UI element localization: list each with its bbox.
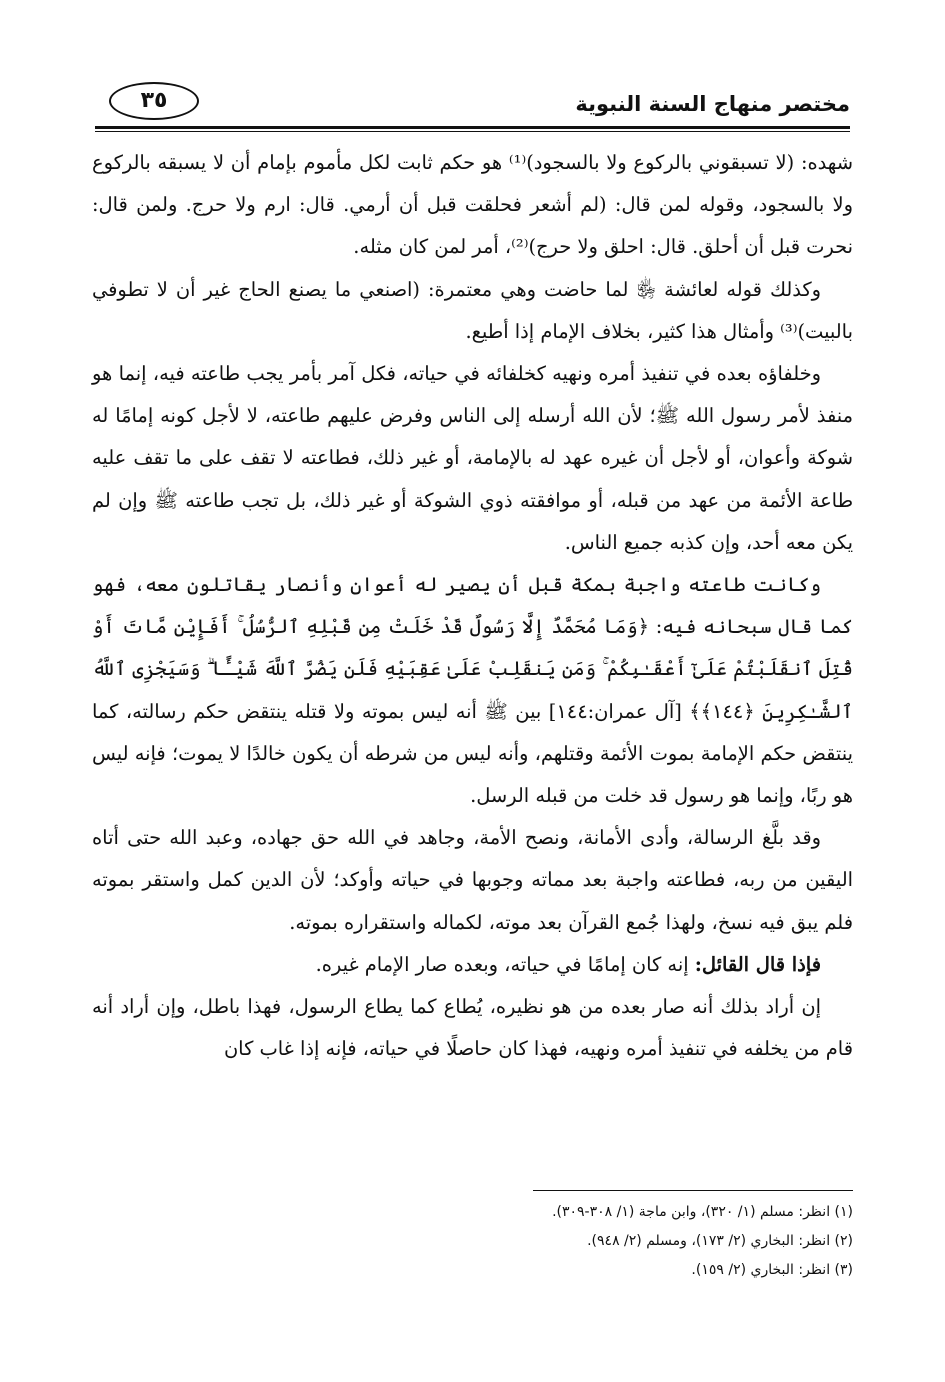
paragraph: شهده: (لا تسبقوني بالركوع ولا بالسجود)⁽¹⁾ هو حكم ثابت لكل مأموم بإمام أن لا يسبقه بالركوع ولا بالسجود، وقوله لمن قال: (لم أشعر فحلقت قبل أن أرمي. قال: ارم ولا حرج. ولمن قال: نحرت قبل أن أحلق. قال: احلق ولا حرج)⁽²⁾، أمر لمن كان مثله. xyxy=(92,151,853,259)
footnotes xyxy=(92,1198,853,1285)
paragraph xyxy=(92,944,853,986)
paragraph: وكذلك قوله لعائشة ﵂ لما حاضت وهي معتمرة: (اصنعي ما يصنع الحاج غير أن لا تطوفي بالبيت)⁽³⁾ وأمثال هذا كثير، بخلاف الإمام إذا أطيع. xyxy=(92,277,853,343)
page-header xyxy=(95,78,850,130)
footnote-item: (٣) انظر: البخاري (٢/ ١٥٩). xyxy=(691,1262,853,1278)
paragraph: وقد بلَّغ الرسالة، وأدى الأمانة، ونصح الأمة، وجاهد في الله حق جهاده، وعبد الله حتى أتاه اليقين من ربه، فطاعته واجبة بعد مماته وجوبها في حياته وأوكد؛ لأن الدين كمل واستقر بموته فلم يبق فيه نسخ، ولهذا جُمع القرآن بعد موته، لكماله واستقراره بموته. xyxy=(92,826,853,934)
page-number: ٣٥ xyxy=(109,82,199,120)
paragraph-with-quran-verse: وكانت طاعته واجبة بمكة قبل أن يصير له أعوان وأنصار يقاتلون معه، فهو كما قال سبحانه فيه: ﴿وَمَا مُحَمَّدٌ إِلَّا رَسُولٌ قَدْ خَلَتْ مِن قَبْلِهِ ٱلرُّسُلُ ۚ أَفَإِيْن مَّاتَ أَوْ قُتِلَ ٱنقَلَبْتُمْ عَلَىٰٓ أَعْقَـٰبِكُمْ ۚ وَمَن يَنقَلِبْ عَلَىٰ عَقِبَيْهِ فَلَن يَضُرَّ ٱللَّهَ شَيْـًٔا ۗ وَسَيَجْزِى ٱللَّهُ ٱلشَّـٰكِرِينَ ﴿١٤٤﴾﴾ [آل عمران:١٤٤] بين ﷺ أنه ليس بموته ولا قتله ينتقض حكم رسالته، كما ينتقض حكم الإمامة بموت الأئمة وقتلهم، وأنه ليس من شرطه أن يكون خالدًا لا يموت؛ فإنه ليس هو ربًا، وإنما هو رسول قد خلت من قبله الرسل. xyxy=(92,573,854,808)
paragraph: إن أراد بذلك أنه صار بعده من هو نظيره، يُطاع كما يطاع الرسول، فهذا باطل، وإن أراد أنه قام من يخلفه في تنفيذ أمره ونهيه، فهذا كان حاصلًا في حياته، فإنه إذا غاب كان xyxy=(92,995,853,1061)
footnote-divider xyxy=(533,1190,853,1191)
header-divider xyxy=(95,126,850,132)
paragraph-lead: فإذا قال القائل: xyxy=(694,952,821,976)
footnote-item: (١) انظر: مسلم (١/ ٣٢٠)، وابن ماجة (١/ ٣٠٨-٣٠٩). xyxy=(552,1204,853,1220)
paragraph: وخلفاؤه بعده في تنفيذ أمره ونهيه كخلفائه في حياته، فكل آمر بأمر يجب طاعته فيه، إنما هو منفذ لأمر رسول الله ﷺ؛ لأن الله أرسله إلى الناس وفرض عليهم طاعته، لا لأجل كونه إمامًا له شوكة وأعوان، أو لأجل أن غيره عهد له بالإمامة، أو غير ذلك، فطاعته لا تقف على ما تقف عليه طاعة الأئمة من عهد من قبله، أو موافقته ذوي الشوكة أو غير ذلك، بل تجب طاعته ﷺ وإن لم يكن معه أحد، وإن كذبه جميع الناس. xyxy=(92,362,853,554)
footnote-item: (٢) انظر: البخاري (٢/ ١٧٣)، ومسلم (٢/ ٩٤٨). xyxy=(587,1233,853,1249)
main-text xyxy=(92,142,853,1070)
paragraph-text: إنه كان إمامًا في حياته، وبعده صار الإمام غيره. xyxy=(315,952,695,976)
book-title: مختصر منهاج السنة النبوية xyxy=(575,92,850,116)
